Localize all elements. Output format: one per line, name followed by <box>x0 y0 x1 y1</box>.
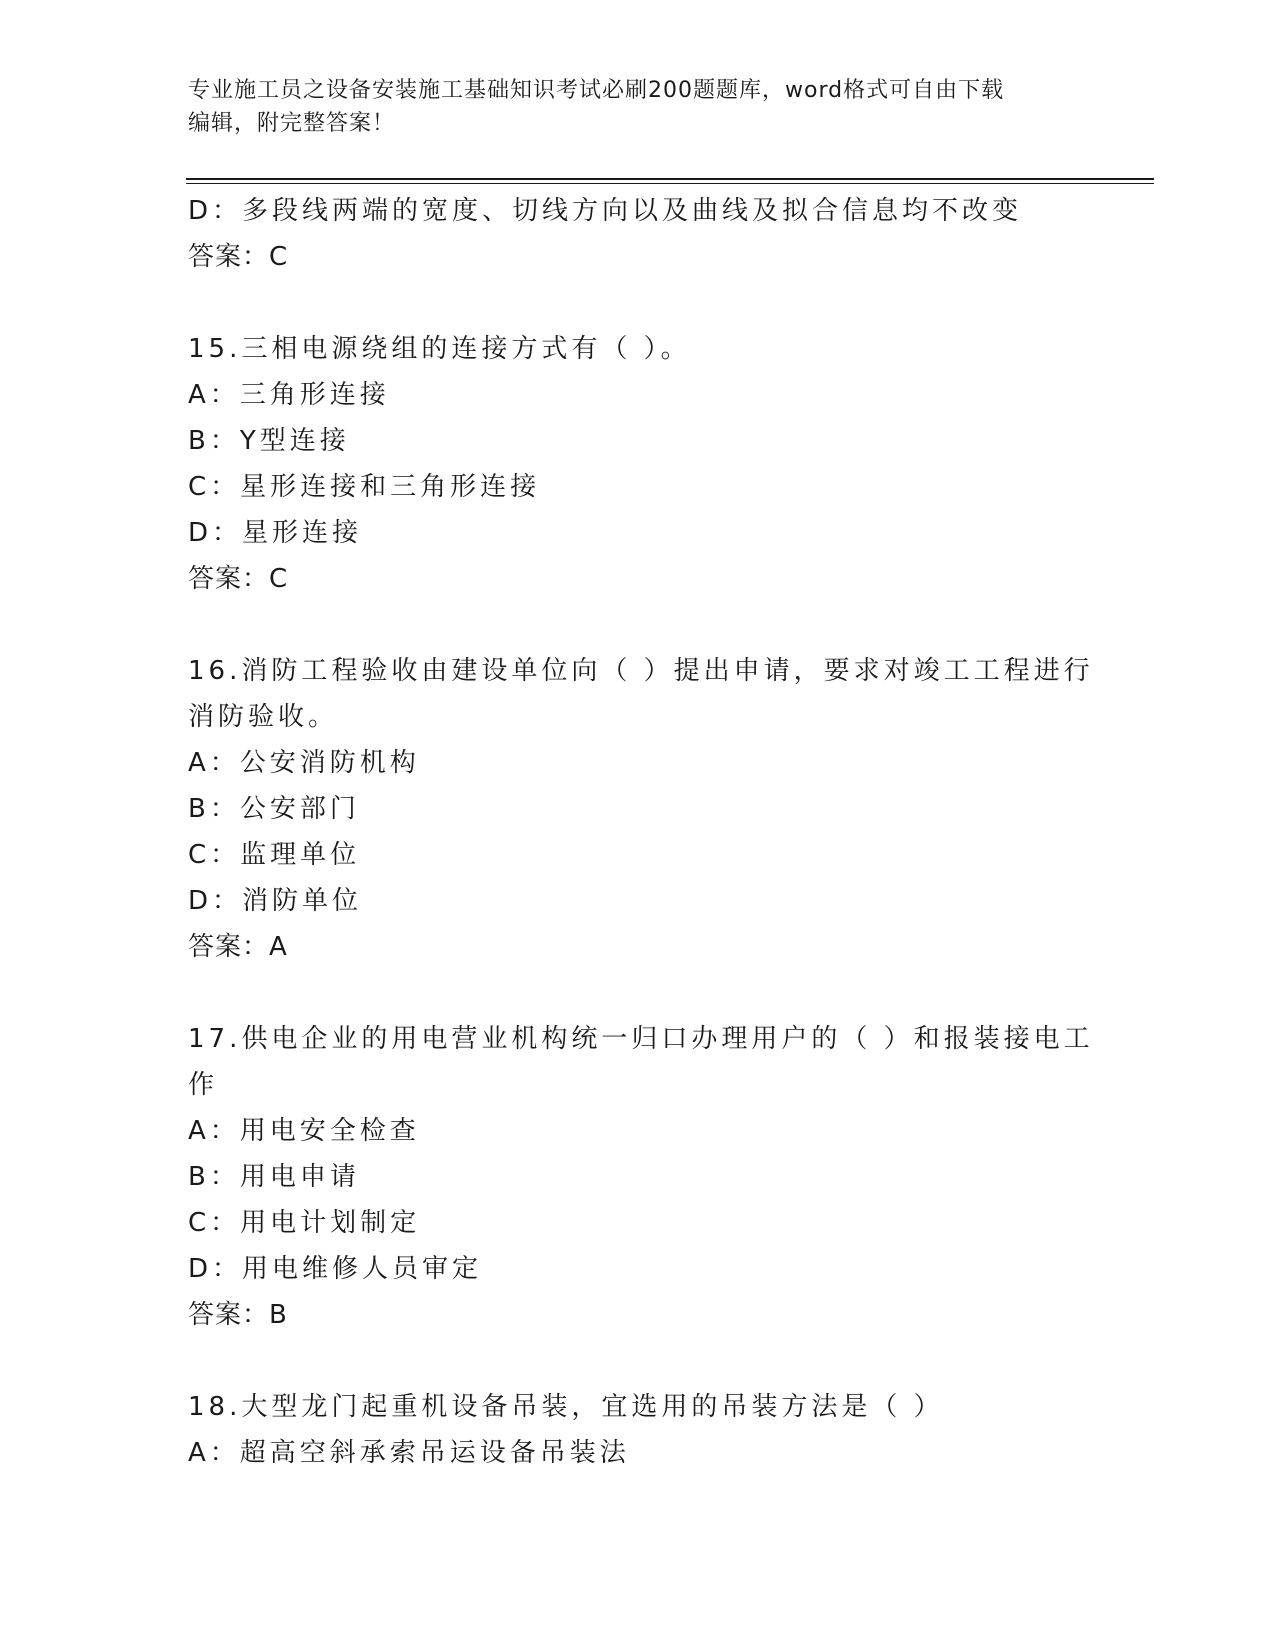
question-block-15 <box>188 326 1108 602</box>
question-text-line-2: 作 <box>188 1070 219 1100</box>
option-d: D：多段线两端的宽度、切线方向以及曲线及拟合信息均不改变 <box>188 196 1023 226</box>
option-d: D：用电维修人员审定 <box>188 1254 483 1284</box>
spacer <box>188 1338 1108 1384</box>
question-block-18 <box>188 1384 1108 1476</box>
question-text-line-2: 消防验收。 <box>188 702 339 732</box>
option-b: B：公安部门 <box>188 794 360 824</box>
header-divider-thin <box>186 183 1154 184</box>
question-block-17 <box>188 1016 1108 1338</box>
option-d: D：消防单位 <box>188 886 363 916</box>
question-text-line-1: 17.供电企业的用电营业机构统一归口办理用户的（ ）和报装接电工 <box>188 1024 1094 1054</box>
question-text-line-1: 16.消防工程验收由建设单位向（ ）提出申请，要求对竣工工程进行 <box>188 656 1094 686</box>
answer-line: 答案：C <box>188 564 289 594</box>
question-text: 15.三相电源绕组的连接方式有（ ）。 <box>188 334 691 364</box>
spacer <box>188 280 1108 326</box>
option-a: A：三角形连接 <box>188 380 390 410</box>
answer-line: 答案：A <box>188 932 288 962</box>
question-text: 18.大型龙门起重机设备吊装，宜选用的吊装方法是（ ） <box>188 1392 944 1422</box>
question-list <box>188 188 1108 1476</box>
option-b: B：Y型连接 <box>188 426 350 456</box>
spacer <box>188 970 1108 1016</box>
option-a: A：公安消防机构 <box>188 748 420 778</box>
option-c: C：星形连接和三角形连接 <box>188 472 541 502</box>
answer-line: 答案：B <box>188 1300 288 1330</box>
option-c: C：用电计划制定 <box>188 1208 421 1238</box>
option-a: A：用电安全检查 <box>188 1116 420 1146</box>
document-header <box>188 74 1088 140</box>
header-line-1: 专业施工员之设备安装施工基础知识考试必刷200题题库，word格式可自由下载 <box>188 78 1005 103</box>
question-block-14 <box>188 188 1108 280</box>
option-b: B：用电申请 <box>188 1162 360 1192</box>
header-line-2: 编辑，附完整答案！ <box>188 111 396 136</box>
option-c: C：监理单位 <box>188 840 361 870</box>
spacer <box>188 602 1108 648</box>
answer-line: 答案：C <box>188 242 289 272</box>
option-a: A：超高空斜承索吊运设备吊装法 <box>188 1438 630 1468</box>
option-d: D：星形连接 <box>188 518 363 548</box>
header-divider-thick <box>186 178 1154 180</box>
question-block-16 <box>188 648 1108 970</box>
